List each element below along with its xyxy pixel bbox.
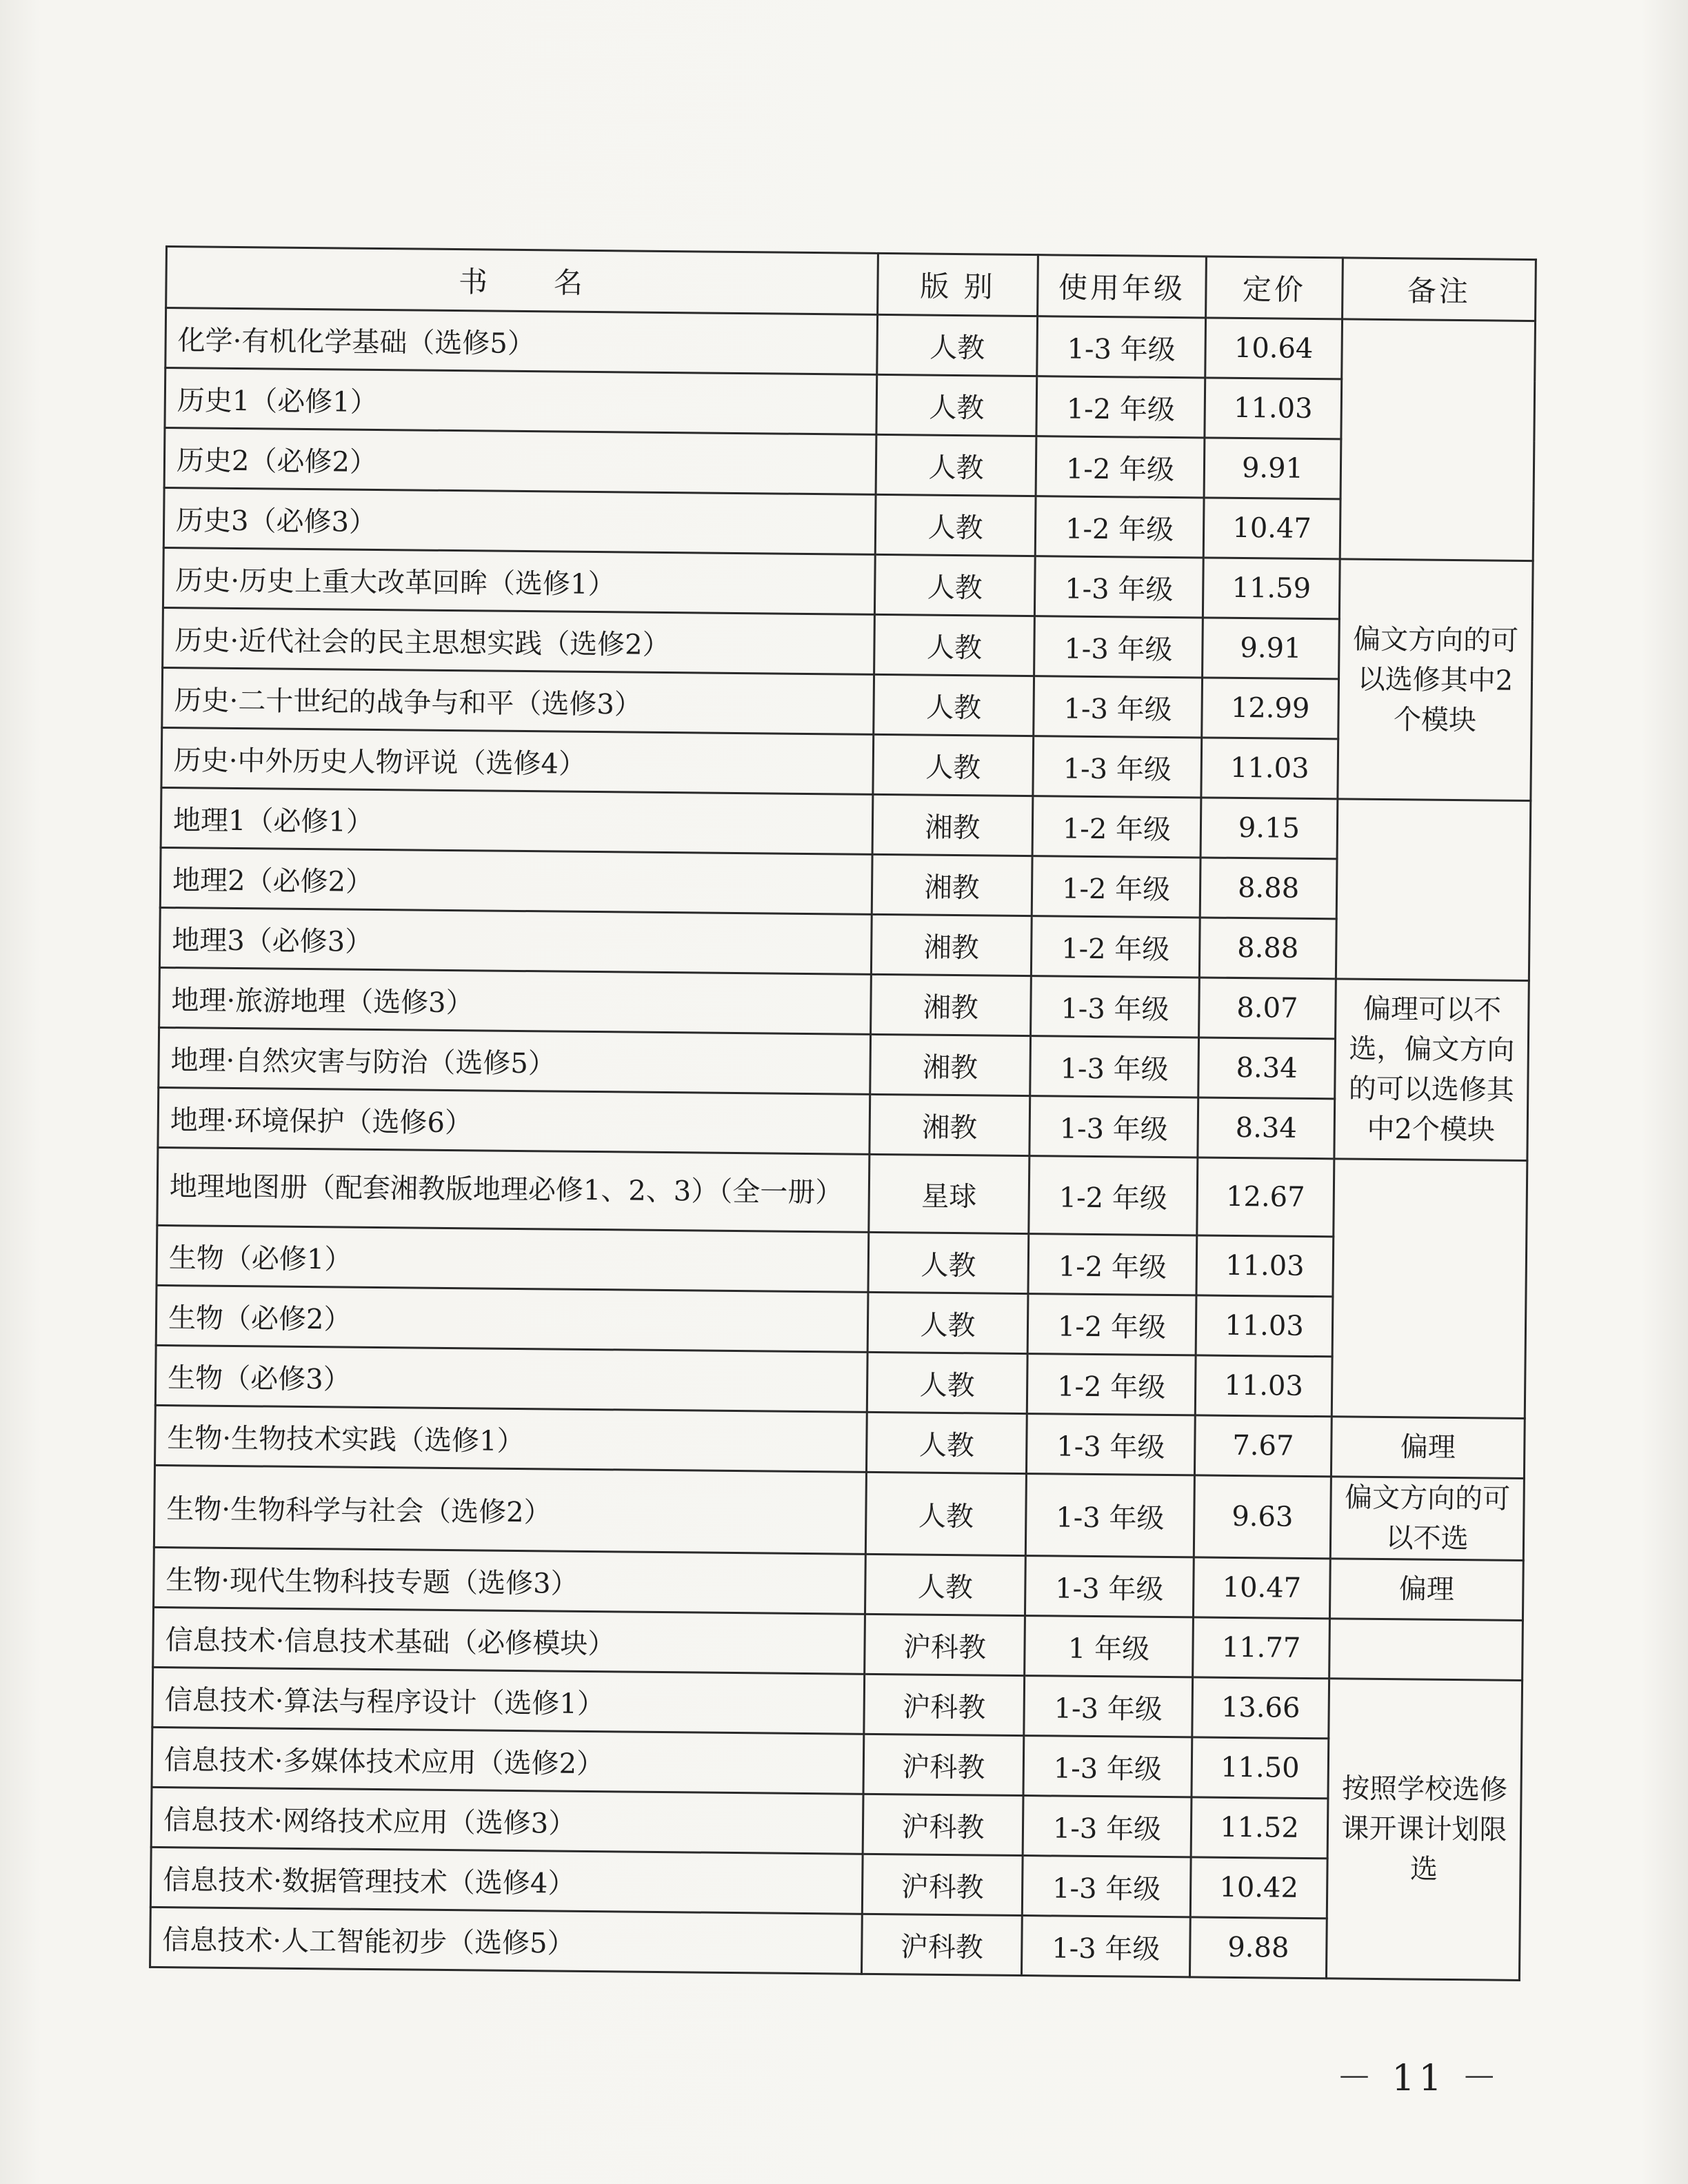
edition: 星球 bbox=[869, 1154, 1029, 1233]
grade: 1-2 年级 bbox=[1027, 1354, 1196, 1415]
edition: 沪科教 bbox=[861, 1914, 1022, 1975]
book-name: 化学·有机化学基础（选修5） bbox=[165, 308, 878, 375]
grade: 1-3 年级 bbox=[1024, 1676, 1193, 1737]
price: 10.64 bbox=[1205, 318, 1343, 379]
book-name: 地理3（必修3） bbox=[159, 907, 872, 974]
table-row bbox=[157, 1147, 1527, 1238]
header-price: 定价 bbox=[1206, 256, 1343, 319]
price: 11.77 bbox=[1193, 1617, 1330, 1679]
book-name: 信息技术·网络技术应用（选修3） bbox=[151, 1787, 863, 1854]
price: 11.50 bbox=[1192, 1737, 1329, 1799]
book-name: 地理·自然灾害与防治（选修5） bbox=[159, 1027, 871, 1094]
price: 8.88 bbox=[1200, 858, 1337, 919]
edition: 人教 bbox=[873, 734, 1034, 796]
edition: 人教 bbox=[877, 314, 1038, 376]
note-it-electives: 按照学校选修课开课计划限选 bbox=[1326, 1679, 1522, 1981]
note-history-electives: 偏文方向的可以选修其中2个模块 bbox=[1338, 559, 1533, 801]
note-empty bbox=[1340, 319, 1535, 561]
book-name: 地理地图册（配套湘教版地理必修1、2、3）（全一册） bbox=[157, 1147, 870, 1232]
book-name: 生物·生物技术实践（选修1） bbox=[155, 1405, 867, 1472]
edition: 人教 bbox=[876, 434, 1036, 496]
book-name: 历史·中外历史人物评说（选修4） bbox=[161, 727, 874, 794]
price: 10.47 bbox=[1193, 1557, 1330, 1619]
grade: 1-2 年级 bbox=[1036, 436, 1205, 498]
price: 9.15 bbox=[1200, 798, 1338, 859]
price: 12.67 bbox=[1197, 1157, 1334, 1237]
edition: 沪科教 bbox=[865, 1614, 1025, 1675]
note-empty bbox=[1336, 799, 1530, 981]
price: 10.47 bbox=[1203, 498, 1340, 559]
grade: 1-2 年级 bbox=[1031, 916, 1200, 978]
page-number: － 11 － bbox=[1336, 2058, 1502, 2099]
book-name: 历史·二十世纪的战争与和平（选修3） bbox=[162, 667, 874, 734]
header-note: 备注 bbox=[1343, 258, 1536, 321]
book-name: 信息技术·算法与程序设计（选修1） bbox=[152, 1667, 865, 1734]
grade: 1-2 年级 bbox=[1036, 376, 1205, 438]
book-name: 地理·环境保护（选修6） bbox=[158, 1087, 870, 1154]
grade: 1-3 年级 bbox=[1022, 1856, 1191, 1917]
table-row bbox=[150, 1907, 1520, 1980]
grade: 1-3 年级 bbox=[1029, 1096, 1198, 1157]
grade: 1-2 年级 bbox=[1029, 1156, 1198, 1235]
textbook-table bbox=[149, 245, 1537, 1981]
book-name: 历史·历史上重大改革回眸（选修1） bbox=[163, 547, 875, 614]
grade: 1-3 年级 bbox=[1037, 316, 1206, 378]
price: 13.66 bbox=[1192, 1677, 1329, 1739]
edition: 湘教 bbox=[871, 974, 1032, 1035]
edition: 人教 bbox=[874, 614, 1035, 676]
price: 8.88 bbox=[1199, 918, 1336, 979]
price: 12.99 bbox=[1202, 678, 1339, 739]
edition: 湘教 bbox=[870, 1094, 1030, 1155]
price: 7.67 bbox=[1194, 1415, 1332, 1477]
note-empty bbox=[1332, 1159, 1527, 1419]
book-name: 生物·现代生物科技专题（选修3） bbox=[154, 1547, 866, 1614]
price: 11.03 bbox=[1196, 1235, 1334, 1297]
grade: 1-3 年级 bbox=[1021, 1916, 1190, 1977]
edition: 湘教 bbox=[870, 1034, 1031, 1095]
price: 11.03 bbox=[1205, 378, 1342, 439]
price: 11.03 bbox=[1196, 1295, 1333, 1357]
grade: 1-3 年级 bbox=[1025, 1556, 1194, 1617]
book-name: 生物（必修1） bbox=[157, 1225, 869, 1292]
book-name: 信息技术·数据管理技术（选修4） bbox=[150, 1847, 863, 1914]
grade: 1-3 年级 bbox=[1030, 1036, 1199, 1098]
price: 9.91 bbox=[1203, 618, 1340, 679]
price: 11.03 bbox=[1201, 738, 1338, 799]
grade: 1-3 年级 bbox=[1025, 1474, 1194, 1557]
edition: 人教 bbox=[874, 674, 1034, 736]
price: 8.34 bbox=[1198, 1038, 1336, 1099]
grade: 1-3 年级 bbox=[1033, 736, 1202, 798]
grade: 1-3 年级 bbox=[1031, 976, 1200, 1038]
book-name: 历史1（必修1） bbox=[165, 368, 877, 435]
edition: 人教 bbox=[865, 1554, 1025, 1615]
book-name: 历史·近代社会的民主思想实践（选修2） bbox=[163, 607, 875, 674]
price: 8.07 bbox=[1199, 978, 1336, 1039]
grade: 1-3 年级 bbox=[1026, 1414, 1195, 1475]
grade: 1-2 年级 bbox=[1035, 496, 1204, 558]
edition: 人教 bbox=[874, 554, 1035, 616]
edition: 人教 bbox=[868, 1232, 1029, 1293]
edition: 沪科教 bbox=[862, 1854, 1023, 1915]
grade: 1 年级 bbox=[1025, 1616, 1194, 1677]
book-name: 生物（必修2） bbox=[156, 1285, 868, 1352]
price: 9.63 bbox=[1194, 1475, 1331, 1559]
book-name: 地理1（必修1） bbox=[161, 787, 873, 854]
book-name: 历史2（必修2） bbox=[164, 428, 876, 495]
book-name: 地理2（必修2） bbox=[160, 847, 872, 914]
edition: 沪科教 bbox=[863, 1794, 1023, 1855]
grade: 1-3 年级 bbox=[1034, 556, 1203, 618]
edition: 人教 bbox=[876, 374, 1037, 436]
grade: 1-3 年级 bbox=[1023, 1796, 1192, 1857]
edition: 湘教 bbox=[871, 914, 1032, 975]
edition: 沪科教 bbox=[864, 1674, 1025, 1735]
header-edition: 版 别 bbox=[878, 253, 1038, 316]
note-bio-elective2: 偏文方向的可以不选 bbox=[1330, 1477, 1524, 1561]
book-name: 生物（必修3） bbox=[155, 1345, 867, 1412]
note-geography-electives: 偏理可以不选，偏文方向的可以选修其中2个模块 bbox=[1334, 979, 1529, 1161]
note-empty bbox=[1329, 1619, 1523, 1681]
edition: 人教 bbox=[867, 1292, 1028, 1353]
edition: 人教 bbox=[866, 1412, 1027, 1473]
edition: 人教 bbox=[867, 1352, 1027, 1413]
table-row bbox=[154, 1465, 1524, 1560]
grade: 1-2 年级 bbox=[1032, 856, 1200, 918]
price: 9.88 bbox=[1189, 1917, 1327, 1979]
price: 10.42 bbox=[1190, 1857, 1327, 1919]
price: 8.34 bbox=[1198, 1098, 1335, 1159]
note-bio-elective1: 偏理 bbox=[1331, 1417, 1525, 1479]
book-name: 地理·旅游地理（选修3） bbox=[159, 967, 872, 1034]
price: 11.03 bbox=[1195, 1355, 1332, 1417]
edition: 人教 bbox=[875, 494, 1036, 556]
grade: 1-2 年级 bbox=[1032, 796, 1201, 858]
note-bio-elective3: 偏理 bbox=[1329, 1559, 1523, 1621]
header-grade: 使用年级 bbox=[1038, 255, 1207, 318]
grade: 1-3 年级 bbox=[1034, 676, 1203, 738]
grade: 1-2 年级 bbox=[1027, 1294, 1196, 1355]
grade: 1-3 年级 bbox=[1023, 1736, 1192, 1797]
edition: 湘教 bbox=[872, 794, 1033, 856]
grade: 1-2 年级 bbox=[1028, 1234, 1197, 1295]
price: 11.52 bbox=[1191, 1797, 1328, 1859]
grade: 1-3 年级 bbox=[1034, 616, 1203, 678]
price: 9.91 bbox=[1204, 438, 1341, 499]
price: 11.59 bbox=[1203, 558, 1340, 619]
book-name: 信息技术·多媒体技术应用（选修2） bbox=[152, 1727, 864, 1794]
book-name: 生物·生物科学与社会（选修2） bbox=[154, 1465, 866, 1554]
edition: 人教 bbox=[865, 1472, 1026, 1555]
book-name: 信息技术·信息技术基础（必修模块） bbox=[153, 1607, 865, 1674]
header-book-name: 书 名 bbox=[166, 247, 878, 315]
book-name: 历史3（必修3） bbox=[163, 487, 876, 554]
edition: 湘教 bbox=[872, 854, 1032, 916]
book-name: 信息技术·人工智能初步（选修5） bbox=[150, 1907, 863, 1974]
edition: 沪科教 bbox=[863, 1734, 1024, 1795]
